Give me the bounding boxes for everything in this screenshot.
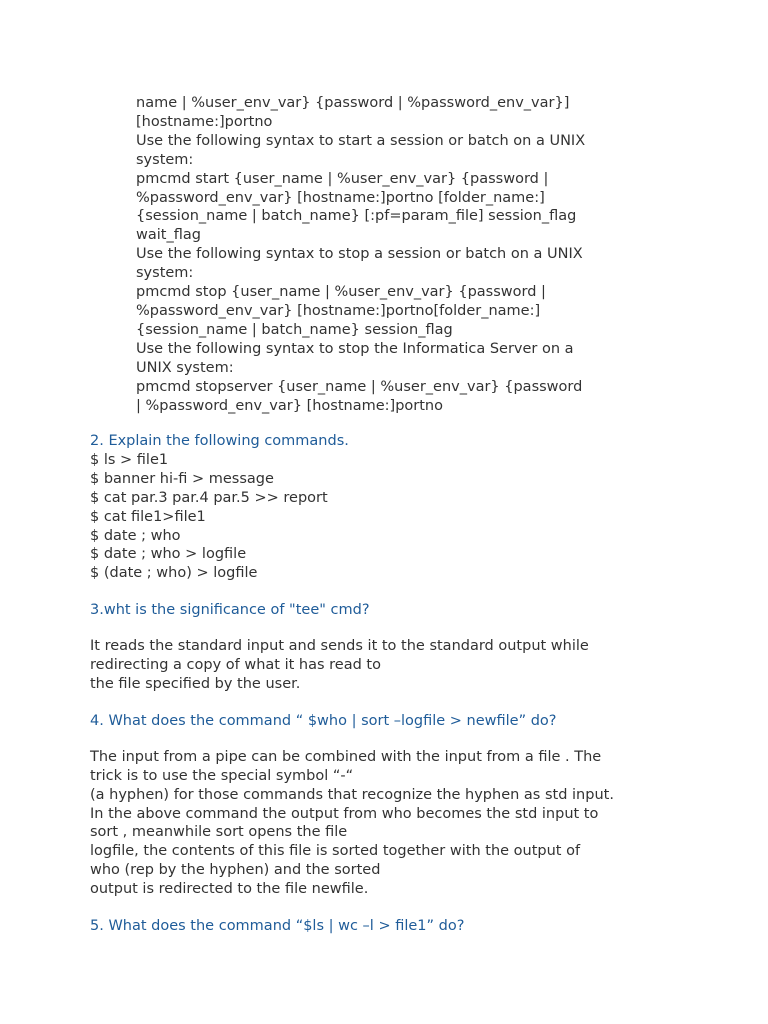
text-line: pmcmd stop {user_name | %user_env_var} {password |	[136, 284, 546, 301]
command-line: $ banner hi-fi > message	[90, 470, 274, 487]
question-heading: 2. Explain the following commands.	[90, 433, 349, 449]
command-line: $ cat file1>file1	[90, 508, 206, 525]
text-line: Use the following syntax to stop the Informatica Server on a	[136, 340, 574, 357]
answer-line: trick is to use the special symbol “-“	[90, 767, 354, 784]
command-line: $ (date ; who) > logfile	[90, 565, 258, 582]
answer-line: It reads the standard input and sends it to the standard output while	[90, 638, 589, 655]
spacer	[90, 694, 710, 712]
answer-line: redirecting a copy of what it has read to	[90, 657, 381, 674]
text-line: Use the following syntax to start a session or batch on a UNIX	[136, 132, 586, 149]
answer-line: (a hyphen) for those commands that recognize the hyphen as std input.	[90, 786, 614, 803]
text-line: pmcmd start {user_name | %user_env_var} {password |	[136, 170, 549, 187]
spacer	[90, 583, 710, 601]
answer-line: logfile, the contents of this file is sorted together with the output of	[90, 843, 581, 860]
answer-line: In the above command the output from who becomes the std input to	[90, 805, 599, 822]
answer-line: the file specified by the user.	[90, 675, 301, 692]
question-heading: 5. What does the command “$ls | wc –l > file1” do?	[90, 918, 465, 935]
spacer	[90, 899, 710, 917]
question-5	[90, 917, 710, 936]
command-line: $ date ; who	[90, 527, 181, 544]
text-line: system:	[136, 265, 194, 282]
question-2	[90, 432, 710, 583]
spacer	[90, 731, 710, 748]
text-line: | %password_env_var} [hostname:]portno	[136, 397, 443, 414]
answer-line: The input from a pipe can be combined with the input from a file . The	[90, 748, 602, 765]
question-heading: 4. What does the command “ $who | sort –logfile > newfile” do?	[90, 712, 557, 729]
text-line: {session_name | batch_name} session_flag	[136, 321, 453, 338]
text-line: name | %user_env_var} {password | %password_env_var}]	[136, 95, 570, 111]
text-line: system:	[136, 151, 194, 168]
text-line: UNIX system:	[136, 359, 234, 376]
text-line: [hostname:]portno	[136, 113, 273, 130]
answer-line: who (rep by the hyphen) and the sorted	[90, 862, 381, 879]
questions-block	[90, 432, 710, 936]
question-heading: 3.wht is the significance of "tee" cmd?	[90, 602, 370, 619]
answer-line: sort , meanwhile sort opens the file	[90, 824, 348, 841]
command-line: $ cat par.3 par.4 par.5 >> report	[90, 489, 328, 506]
command-line: $ date ; who > logfile	[90, 546, 247, 563]
question-4	[90, 712, 710, 899]
command-line: $ ls > file1	[90, 451, 169, 468]
text-line: wait_flag	[136, 227, 201, 244]
text-line: %password_env_var} [hostname:]portno [folder_name:]	[136, 189, 545, 206]
text-line: %password_env_var} [hostname:]portno[folder_name:]	[136, 302, 541, 319]
text-line: Use the following syntax to stop a session or batch on a UNIX	[136, 246, 583, 263]
question-3	[90, 601, 710, 694]
spacer	[90, 620, 710, 637]
pmcmd-syntax-block	[136, 94, 696, 415]
text-line: {session_name | batch_name} [:pf=param_file] session_flag	[136, 208, 577, 225]
text-line: pmcmd stopserver {user_name | %user_env_var} {password	[136, 378, 583, 395]
answer-line: output is redirected to the file newfile.	[90, 881, 369, 898]
